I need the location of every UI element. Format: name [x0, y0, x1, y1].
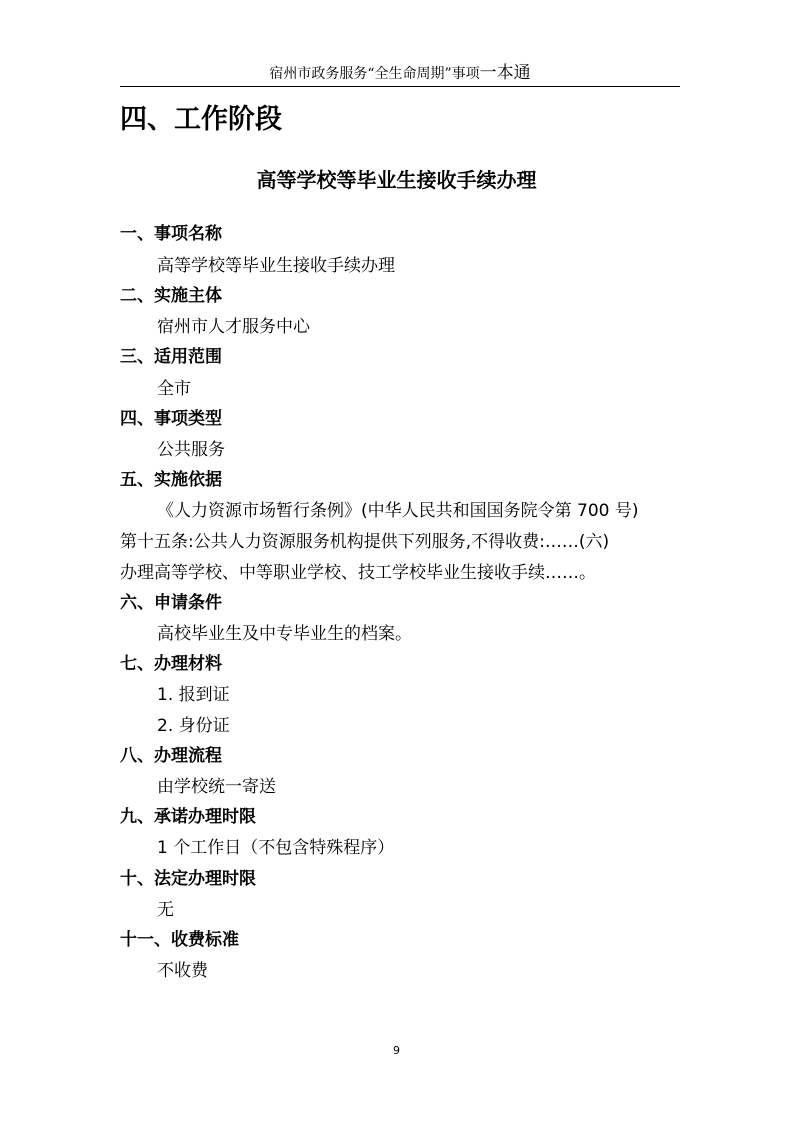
material-item: 1. 报到证: [157, 685, 230, 705]
section-heading-promised-time: 九、承诺办理时限: [120, 807, 256, 827]
section-heading-type: 四、事项类型: [120, 409, 222, 429]
section-heading-basis: 五、实施依据: [120, 470, 222, 490]
header-text-big: 一本通: [479, 63, 531, 83]
section-heading-implementer: 二、实施主体: [120, 286, 222, 306]
section-heading-legal-time: 十、法定办理时限: [120, 869, 256, 889]
section-body-promised-time: 1 个工作日（不包含特殊程序）: [157, 838, 395, 858]
material-item: 2. 身份证: [157, 716, 230, 736]
section-body-process: 由学校统一寄送: [157, 777, 276, 797]
section-body-scope: 全市: [157, 379, 191, 399]
section-heading-name: 一、事项名称: [120, 224, 222, 244]
section-body-basis-line-3: 办理高等学校、中等职业学校、技工学校毕业生接收手续……。: [120, 563, 596, 583]
section-body-legal-time: 无: [157, 900, 174, 920]
section-heading-materials: 七、办理材料: [120, 654, 222, 674]
section-heading-process: 八、办理流程: [120, 746, 222, 766]
section-heading-conditions: 六、申请条件: [120, 593, 222, 613]
section-body-basis-line-2: 第十五条:公共人力资源服务机构提供下列服务,不得收费:……(六): [120, 532, 610, 552]
section-heading-scope: 三、适用范围: [120, 347, 222, 367]
chapter-title: 四、工作阶段: [120, 104, 282, 135]
header-text: 宿州市政务服务“全生命周期”事项: [269, 66, 480, 82]
section-body-basis-line-1: 《人力资源市场暂行条例》(中华人民共和国国务院令第 700 号): [157, 501, 639, 521]
section-body-fee: 不收费: [157, 961, 208, 981]
section-body-name: 高等学校等毕业生接收手续办理: [157, 256, 395, 276]
section-body-conditions: 高校毕业生及中专毕业生的档案。: [157, 624, 412, 644]
section-body-type: 公共服务: [157, 440, 225, 460]
page-number: 9: [393, 1044, 400, 1057]
section-heading-fee: 十一、收费标准: [120, 930, 239, 950]
page-header: [120, 62, 680, 87]
document-title: 高等学校等毕业生接收手续办理: [256, 168, 537, 192]
section-body-implementer: 宿州市人才服务中心: [157, 317, 310, 337]
